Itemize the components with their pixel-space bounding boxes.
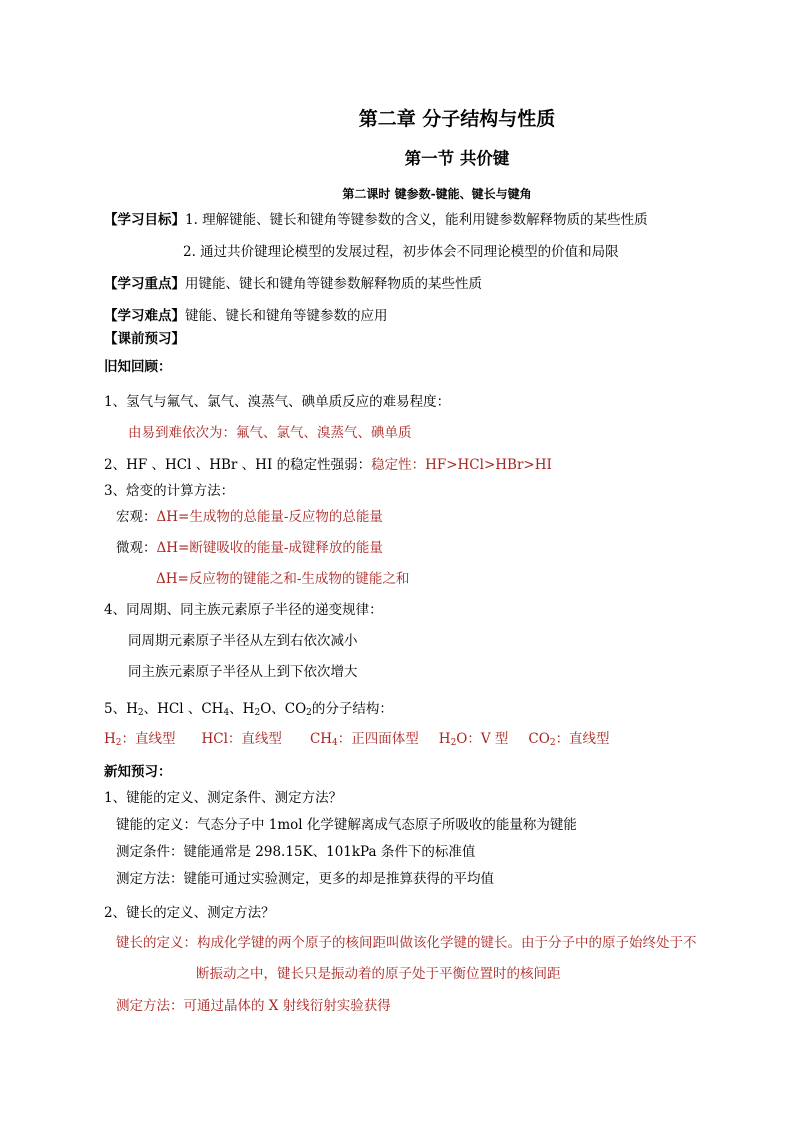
review-question-4: 4、同周期、同主族元素原子半径的递变规律： — [104, 602, 383, 618]
objective-item-1: 1. 理解键能、键长和键角等键参数的含义，能利用键参数解释物质的某些性质 — [185, 212, 648, 228]
bond-energy-def-label: 键能的定义： — [116, 817, 197, 833]
review-question-2 — [104, 456, 552, 474]
answer-hcl: HCl：直线型 — [201, 731, 282, 747]
objective-item-2: 2. 通过共价键理论模型的发展过程，初步体会不同理论模型的价值和局限 — [183, 244, 619, 260]
measurement-condition — [116, 843, 475, 861]
difficulties-text: 键能、键长和键角等键参数的应用 — [185, 308, 388, 324]
macro-label: 宏观： — [116, 509, 157, 525]
micro-formula: ΔH=断键吸收的能量-成键释放的能量 — [156, 540, 383, 556]
macro-line — [116, 508, 383, 526]
difficulties-label: 【学习难点】 — [104, 308, 185, 324]
key-points-label: 【学习重点】 — [104, 276, 185, 292]
difficulties — [104, 307, 388, 325]
micro-label: 微观： — [116, 540, 157, 556]
micro-line — [116, 539, 383, 557]
bond-length-method: 测定方法：可通过晶体的 X 射线衍射实验获得 — [116, 998, 391, 1014]
review-answer-1: 由易到难依次为：氟气、氯气、溴蒸气、碘单质 — [128, 425, 412, 441]
bond-length-definition-2: 断振动之中，键长只是振动着的原子处于平衡位置时的核间距 — [196, 966, 561, 982]
key-points — [104, 275, 482, 293]
objectives-label: 【学习目标】 — [104, 212, 185, 228]
new-question-1: 1、键能的定义、测定条件、测定方法？ — [104, 790, 343, 806]
review-question-1: 1、氢气与氟气、氯气、溴蒸气、碘单质反应的难易程度： — [104, 394, 451, 410]
key-points-text: 用键能、键长和键角等键参数解释物质的某些性质 — [185, 276, 482, 292]
bond-energy-def-text: 气态分子中 1mol 化学键解离成气态原子所吸收的能量称为键能 — [197, 817, 577, 833]
method-label: 测定方法： — [116, 871, 184, 887]
bond-length-definition-1: 键长的定义：构成化学键的两个原子的核间距叫做该化学键的键长。由于分子中的原子始终处于不 — [116, 935, 697, 951]
section-title: 第一节 共价键 — [404, 149, 510, 168]
review-question-3: 3、焓变的计算方法： — [104, 483, 235, 499]
macro-formula: ΔH=生成物的总能量-反应物的总能量 — [156, 509, 383, 525]
answer-ch4: $CH_4$：正四面体型 — [309, 731, 419, 748]
condition-label: 测定条件： — [116, 844, 184, 860]
answer-h2o: $H_2O$：V 型 — [438, 731, 509, 748]
review-question-5: 5、$H_2$、HCl 、$CH_4$、$H_2O$、$CO_2$的分子结构： — [104, 701, 393, 718]
review-heading: 旧知回顾： — [104, 359, 172, 375]
new-question-2: 2、键长的定义、测定方法？ — [104, 905, 275, 921]
review-answer-4-1: 同周期元素原子半径从左到右依次减小 — [128, 633, 358, 649]
condition-text: 键能通常是 298.15K、101kPa 条件下的标准值 — [183, 844, 476, 860]
chapter-title: 第二章 分子结构与性质 — [358, 108, 556, 130]
review-answer-5 — [104, 730, 610, 748]
method-text: 键能可通过实验测定，更多的却是推算获得的平均值 — [183, 871, 494, 887]
objectives-line-1 — [104, 211, 648, 229]
answer-co2: $CO_2$：直线型 — [528, 731, 610, 748]
review-question-2-text: 2、HF 、HCl 、HBr 、HI 的稳定性强弱： — [104, 457, 372, 473]
lesson-title: 第二课时 键参数-键能、键长与键角 — [342, 187, 532, 201]
bond-energy-definition — [116, 816, 577, 834]
measurement-method — [116, 870, 494, 888]
review-answer-4-2: 同主族元素原子半径从上到下依次增大 — [128, 664, 358, 680]
answer-h2: $H_2$：直线型 — [104, 731, 176, 748]
micro-formula-2: ΔH=反应物的键能之和-生成物的键能之和 — [156, 571, 410, 587]
preview-label: 【课前预习】 — [104, 331, 185, 347]
new-preview-heading: 新知预习： — [104, 764, 172, 780]
review-answer-2: 稳定性：HF>HCl>HBr>HI — [371, 457, 552, 473]
